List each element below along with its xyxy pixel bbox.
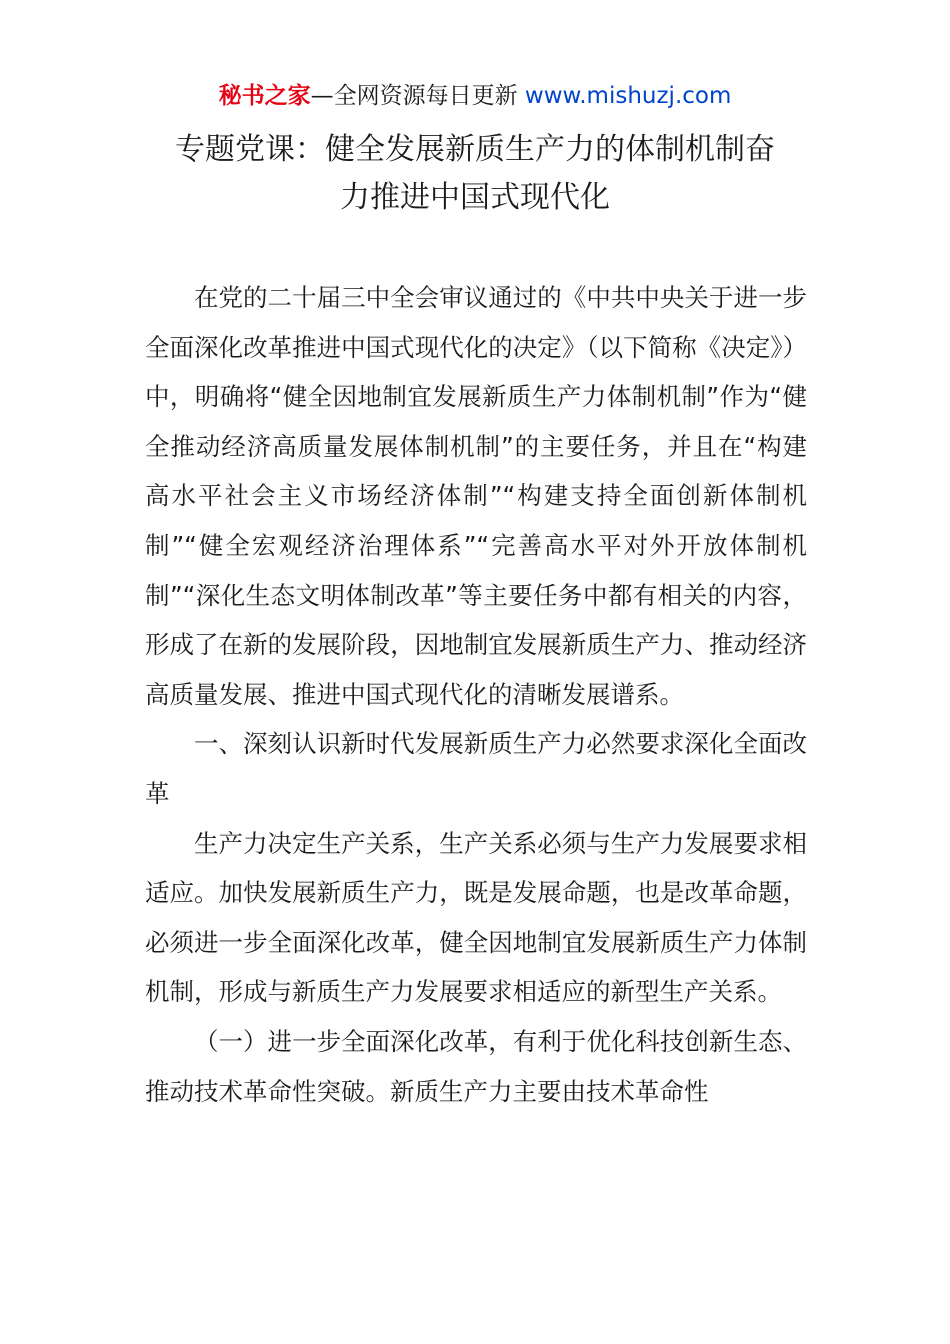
- intro-paragraph: 在党的二十届三中全会审议通过的《中共中央关于进一步全面深化改革推进中国式现代化的决定》（以下简称《决定》）中，明确将“健全因地制宜发展新质生产力体制机制”作为“健全推动经济高质量发展体制机制”的主要任务，并且在“构建高水平社会主义市场经济体制”“构建支持全面创新体制机制”“健全宏观经济治理体系”“完善高水平对外开放体制机制”“深化生态文明体制改革”等主要任务中都有相关的内容，形成了在新的发展阶段，因地制宜发展新质生产力、推动经济高质量发展、推进中国式现代化的清晰发展谱系。: [145, 283, 807, 709]
- document-title: [140, 126, 810, 222]
- title-line-1: 专题党课：健全发展新质生产力的体制机制奋: [175, 132, 775, 167]
- subsection-paragraph-1: （一）进一步全面深化改革，有利于优化科技创新生态、推动技术革命性突破。新质生产力主要由技术革命性: [145, 1026, 807, 1106]
- header-tagline: —全网资源每日更新: [310, 83, 518, 109]
- section-heading-1: 一、深刻认识新时代发展新质生产力必然要求深化全面改革: [145, 729, 807, 808]
- brand-name: 秘书之家: [218, 83, 311, 109]
- site-url-link[interactable]: www.mishuzj.com: [524, 83, 732, 109]
- document-body: [145, 273, 807, 1116]
- title-line-2: 力推进中国式现代化: [340, 180, 610, 215]
- body-paragraph: 生产力决定生产关系，生产关系必须与生产力发展要求相适应。加快发展新质生产力，既是发展命题，也是改革命题，必须进一步全面深化改革，健全因地制宜发展新质生产力体制机制，形成与新质生产力发展要求相适应的新型生产关系。: [145, 828, 807, 1007]
- site-header: [0, 80, 950, 112]
